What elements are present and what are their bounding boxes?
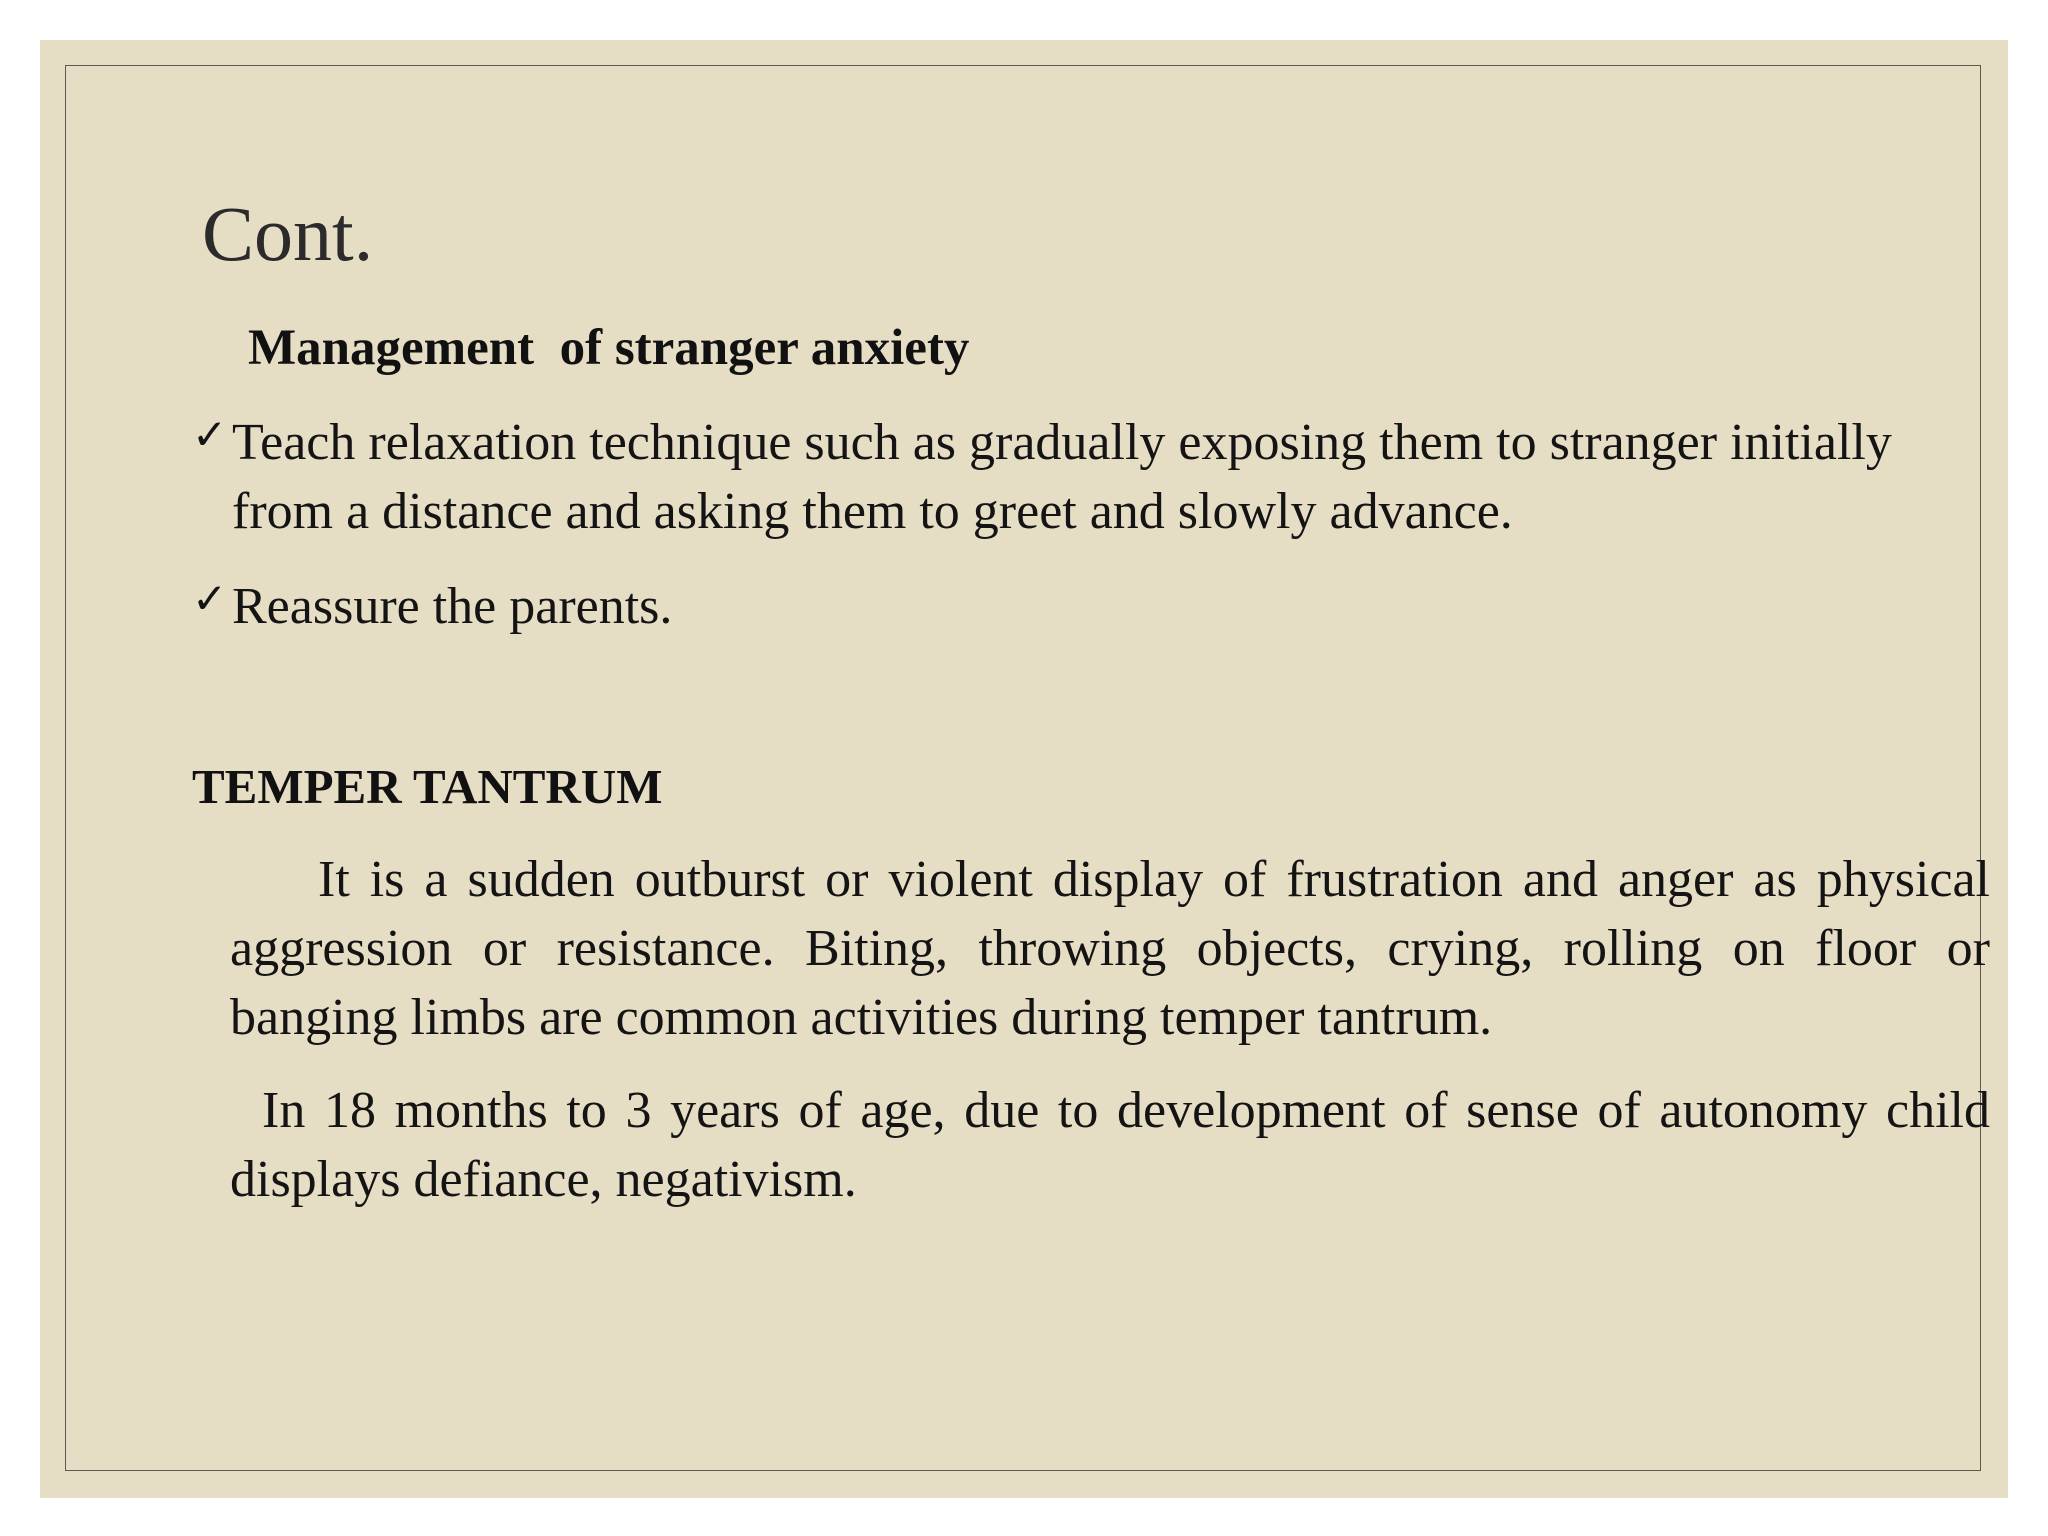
paragraph-definition: It is a sudden outburst or violent display of frustration and anger as physical aggression or resistance. Biting, throwing objects, crying, rolling on floor or banging limbs are common activities during temper tantrum.	[230, 851, 1990, 1046]
paragraph-age: In 18 months to 3 years of age, due to development of sense of autonomy child displays defiance, negativism.	[230, 1082, 1990, 1208]
section-heading-temper-tantrum: TEMPER TANTRUM	[192, 759, 663, 814]
check-icon: ✓	[192, 410, 228, 459]
bullet-list	[192, 408, 1992, 641]
subheading-stranger-anxiety: Management of stranger anxiety	[248, 320, 970, 376]
check-icon: ✓	[192, 574, 228, 623]
bullet-item	[192, 572, 1992, 641]
bullet-item	[192, 408, 1992, 546]
slide	[40, 40, 2008, 1498]
bullet-text: Reassure the parents.	[232, 578, 673, 635]
bullet-text: Teach relaxation technique such as gradually exposing them to stranger initially from a distance and asking them to greet and slowly advance.	[232, 414, 1892, 540]
slide-title: Cont.	[202, 190, 374, 277]
